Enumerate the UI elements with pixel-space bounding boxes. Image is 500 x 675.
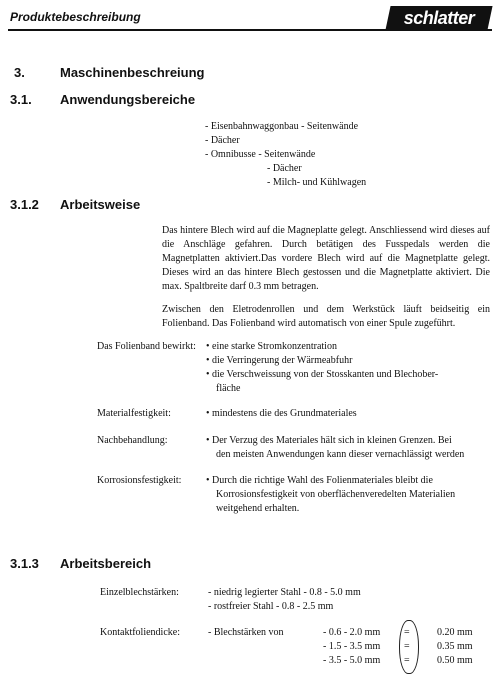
kontaktfoliendicke-label: Kontaktfoliendicke:	[100, 627, 180, 638]
section-3-title: Maschinenbeschreiung	[60, 65, 205, 80]
section-313-number: 3.1.3	[10, 556, 39, 571]
korrosionsfestigkeit-text: • Durch die richtige Wahl des Folienmateriales bleibt die	[206, 475, 433, 486]
einzelblech-row: - niedrig legierter Stahl - 0.8 - 5.0 mm	[208, 587, 361, 598]
header-divider	[8, 29, 492, 31]
section-312-title: Arbeitsweise	[60, 197, 141, 212]
folienband-effect: fläche	[216, 383, 241, 394]
nachbehandlung-label: Nachbehandlung:	[97, 435, 168, 446]
application-item: - Eisenbahnwaggonbau - Seitenwände	[205, 121, 359, 132]
equals-sign: =	[404, 655, 410, 666]
kontakt-value: 0.20 mm	[437, 627, 473, 638]
application-item: - Milch- und Kühlwagen	[267, 177, 367, 188]
header-title: Produktebeschreibung	[10, 10, 141, 24]
equals-sign: =	[404, 627, 410, 638]
kontakt-value: 0.50 mm	[437, 655, 473, 666]
kontakt-range: - 3.5 - 5.0 mm	[323, 655, 381, 666]
kontakt-range: - 1.5 - 3.5 mm	[323, 641, 381, 652]
section-3-number: 3.	[14, 65, 25, 80]
folienband-effect: • die Verschweissung von der Stosskanten und Blechober-	[206, 369, 439, 380]
application-item: - Dächer	[205, 135, 240, 146]
application-item: - Omnibusse - Seitenwände	[205, 149, 316, 160]
kontakt-blechstaerken-label: - Blechstärken von	[208, 627, 284, 638]
materialfestigkeit-label: Materialfestigkeit:	[97, 408, 171, 419]
section-31-title: Anwendungsbereiche	[60, 92, 196, 107]
equals-sign: =	[404, 641, 410, 652]
korrosionsfestigkeit-text: weitgehend erhalten.	[216, 503, 300, 514]
section-312-number: 3.1.2	[10, 197, 39, 212]
materialfestigkeit-value: • mindestens die des Grundmateriales	[206, 408, 357, 419]
arbeitsweise-paragraph: Das hintere Blech wird auf die Magneplatte gelegt. Anschliessend wird dieses auf die Anschläge gefahren. Durch betätigen des Fusspedals werden die Magnetplatten aktiviert.Das vordere Blech wird auf die Magnetplatte gelegt. Dieses wird an das hintere Blech gestossen und die Magnetplatte aktiviert. Die max. Spaltbreite darf 0.3 mm betragen.	[162, 225, 490, 292]
korrosionsfestigkeit-label: Korrosionsfestigkeit:	[97, 475, 182, 486]
einzelblech-row: - rostfreier Stahl - 0.8 - 2.5 mm	[208, 601, 334, 612]
folienband-effect: • die Verringerung der Wärmeabfuhr	[206, 355, 353, 366]
nachbehandlung-text: den meisten Anwendungen kann dieser vernachlässigt werden	[216, 449, 465, 460]
brand-logo-text: schlatter	[403, 8, 475, 28]
nachbehandlung-text: • Der Verzug des Materiales hält sich in kleinen Grenzen. Bei	[206, 435, 452, 446]
brand-logo	[385, 6, 492, 30]
kontakt-range: - 0.6 - 2.0 mm	[323, 627, 381, 638]
section-31-number: 3.1.	[10, 92, 32, 107]
folienband-label: Das Folienband bewirkt:	[97, 341, 196, 352]
kontakt-value: 0.35 mm	[437, 641, 473, 652]
korrosionsfestigkeit-text: Korrosionsfestigkeit von oberflächenveredelten Materialien	[216, 489, 456, 500]
section-313-title: Arbeitsbereich	[60, 556, 152, 571]
folienband-effect: • eine starke Stromkonzentration	[206, 341, 337, 352]
folienband-paragraph: Zwischen den Eletrodenrollen und dem Werkstück läuft beidseitig ein Folienband. Das Folienband wird automatisch von einer Spule zugeführt.	[162, 304, 490, 329]
application-item: - Dächer	[267, 163, 302, 174]
einzelblechstaerken-label: Einzelblechstärken:	[100, 587, 179, 598]
